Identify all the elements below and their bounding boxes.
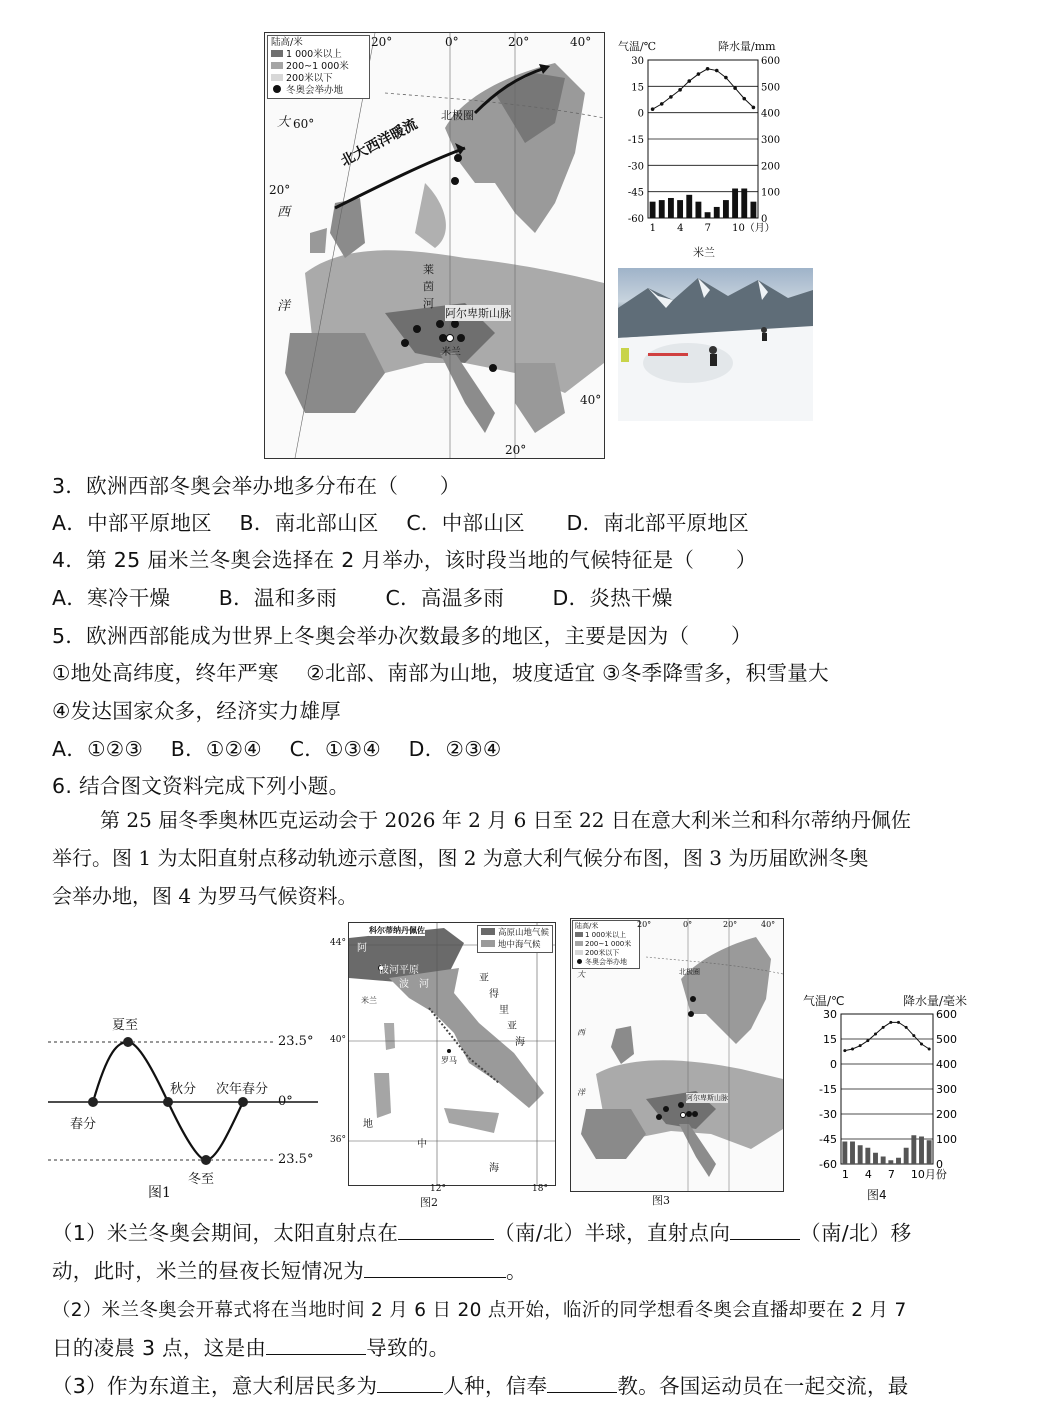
precip-bar [842,1142,847,1165]
temp-point [697,72,701,76]
river-label: 河 [419,979,429,990]
answer-blank-4[interactable] [266,1334,366,1355]
temp-point [912,1034,915,1037]
lat-label: 60° [293,117,315,131]
precip-axis-title: 降水量/毫米 [903,994,968,1008]
milan-climate-svg [618,52,788,264]
precip-bar [650,202,656,218]
arctic-label: 北极圈 [441,109,474,122]
temp-tick-label: -60 [627,214,644,225]
answer-blank-2[interactable] [730,1219,800,1240]
precip-bar [659,200,665,218]
temp-tick-label: -15 [627,135,644,146]
precip-bar [865,1148,870,1164]
question-6-para-1: 第 25 届冬季奥林匹克运动会于 2026 年 2 月 6 日至 22 日在意大利米兰和科尔蒂纳丹佩佐 [100,808,911,832]
answer-blank-3[interactable] [364,1257,506,1278]
precip-tick-label: 400 [761,108,781,120]
temp-point [889,1021,892,1024]
precip-bar [695,202,701,218]
temp-line [653,69,754,109]
mediterranean-label: 海 [489,1163,499,1174]
ocean-label: 洋 [577,1088,585,1097]
month-tick-label: 1 [649,223,656,234]
precip-bar [714,207,720,218]
lon-label: 20° [371,35,393,49]
lon-label: 0° [683,920,693,929]
question-5-options: A．①②③ B．①②④ C．①③④ D．②③④ [52,737,502,761]
legend-title: 陆高/米 [271,37,303,48]
temp-tick-label: -45 [819,1133,837,1146]
temp-tick-label: -15 [819,1083,837,1096]
lon-label: 40° [761,920,776,929]
fig2-legend [477,925,553,953]
lat-label: 20° [269,183,291,197]
answer-blank-1[interactable] [398,1219,494,1240]
alps-label: 阿尔卑斯山脉 [445,307,511,320]
temp-point [920,1043,923,1046]
chart-caption: 米兰 [693,246,715,259]
legend-item: 1 000米以上 [585,931,627,939]
precip-tick-label: 100 [761,187,781,199]
fig2-lat-label: 36° [330,1135,346,1145]
fig2-lon-label: 18° [532,1184,548,1194]
precip-bar [850,1142,855,1165]
temp-point [859,1044,862,1047]
precip-bar [888,1160,893,1164]
milan-label: 米兰 [361,996,377,1005]
lon-label: 20° [637,920,652,929]
lat-label: 23.5° [278,1152,314,1167]
temp-tick-label: 30 [823,1008,837,1021]
legend-item: 200~1 000米 [286,61,349,72]
temp-tick-label: 0 [637,108,644,120]
lon-label: 0° [445,35,459,49]
month-tick-label: 1 [841,1168,849,1181]
lat-label: 40° [580,393,602,407]
month-tick-label: 4 [864,1168,872,1181]
month-tick-label: 7 [704,223,711,234]
lat-label: 0° [278,1094,293,1109]
temp-point [669,95,673,99]
adriatic-label: 里 [499,1005,509,1016]
precip-tick-label: 500 [936,1033,957,1046]
precip-bar [858,1145,863,1164]
fig2-caption: 图2 [420,1196,438,1209]
precip-bar [873,1153,878,1164]
temp-axis-title: 气温/℃ [618,40,657,53]
adriatic-label: 海 [515,1037,525,1048]
lat-label: 23.5° [278,1034,314,1049]
ocean-label: 大 [577,970,585,979]
lon-label: 40° [570,35,592,49]
precip-bar [723,200,729,218]
autumn-equinox-label: 秋分 [170,1082,197,1097]
precip-bar [686,195,692,218]
fig2-italy-map [348,922,556,1186]
question-5-items-1: ①地处高纬度，终年严寒 ②北部、南部为山地，坡度适宜 ③冬季降雪多，积雪量大 [52,661,829,685]
temp-point [651,107,655,111]
temp-point [733,86,737,90]
question-4-options: A．寒冷干燥 B．温和多雨 C．高温多雨 D．炎热干燥 [52,586,673,610]
ocean-label: 大 [277,115,291,130]
temp-point [905,1026,908,1029]
legend-item: 200米以下 [286,73,333,84]
question-3: 3．欧洲西部冬奥会举办地多分布在（ ） [52,474,461,498]
temp-tick-label: -30 [627,161,644,173]
temp-point [660,102,664,106]
legend-item: 200米以下 [585,949,620,957]
question-3-options: A．中部平原地区 B．南北部山区 C．中部山区 D．南北部平原地区 [52,511,750,535]
answer-blank-6[interactable] [547,1372,617,1393]
fig3-legend [572,920,640,969]
precip-bar [904,1148,909,1164]
mediterranean-label: 地 [363,1119,373,1130]
fill-line-5: （3）作为东道主，意大利居民多为 人种，信奉 教。各国运动员在一起交流，最 [52,1374,909,1398]
precip-tick-label: 400 [936,1058,957,1071]
temp-point [928,1048,931,1051]
precip-bar [881,1157,886,1165]
adriatic-label: 亚 [479,973,489,984]
next-spring-equinox-label: 次年春分 [216,1082,269,1097]
ocean-label: 洋 [277,299,291,314]
fig4-caption: 图4 [867,1188,887,1202]
precip-axis-title: 降水量/mm [718,40,776,53]
lat-label: 20° [505,443,527,457]
fig4-svg [795,1006,970,1186]
precip-bar [732,189,738,218]
fig2-lon-label: 12° [430,1184,446,1194]
cortina-label: 科尔蒂纳丹佩佐 [369,925,425,935]
temp-point [866,1039,869,1042]
temp-point [742,97,746,101]
precip-tick-label: 300 [761,135,781,146]
spring-equinox-label: 春分 [70,1117,97,1132]
rhine-label: 莱 茵 河 [423,263,434,310]
fig1-sun-path [48,1010,328,1205]
fig3-caption: 图3 [652,1194,670,1207]
milan-climate-chart [618,38,788,263]
temp-point [851,1048,854,1051]
po-plain-label: 波河平原 [379,965,419,976]
question-6: 6. 结合图文资料完成下列小题。 [52,774,350,798]
temp-point [724,76,728,80]
precip-bar [705,212,711,218]
precip-tick-label: 0 [761,214,768,225]
legend-highland: 高原山地气候 [497,928,549,938]
temp-point [897,1021,900,1024]
month-tick-label: 7 [887,1168,895,1181]
fig2-lat-label: 40° [330,1035,346,1045]
question-6-para-2: 举行。图 1 为太阳直射点移动轨迹示意图，图 2 为意大利气候分布图，图 3 为历届欧洲冬奥 [52,846,869,870]
question-5: 5．欧洲西部能成为世界上冬奥会举办次数最多的地区，主要是因为（ ） [52,624,752,648]
temp-point [843,1049,846,1052]
lon-label: 20° [723,920,738,929]
skiing-photo [618,268,813,421]
precip-tick-label: 300 [936,1083,957,1096]
precip-bar [677,200,683,218]
alps-char-label: 阿 [357,943,367,954]
fig4-rome-climate-chart [795,992,970,1204]
map-legend [267,35,370,99]
month-tick-label: 4 [677,223,684,234]
precip-tick-label: 600 [936,1008,957,1021]
precip-bar [896,1158,901,1164]
precip-tick-label: 500 [761,82,781,94]
lon-label: 20° [508,35,530,49]
temp-line [845,1022,929,1050]
fig2-lat-label: 44° [330,938,346,948]
temp-tick-label: -45 [627,187,644,199]
precip-bar [750,202,756,218]
answer-blank-5[interactable] [377,1372,443,1393]
legend-item: 冬奥会举办地 [286,85,344,96]
alps-label: 阿尔卑斯山脉 [686,1094,728,1102]
precip-tick-label: 0 [936,1158,943,1171]
legend-item: 200~1 000米 [585,940,632,948]
temp-point [678,88,682,92]
skiing-scene [618,268,813,421]
ocean-label: 西 [277,205,291,220]
precip-bar [927,1140,932,1164]
precip-tick-label: 600 [761,56,781,67]
precip-tick-label: 200 [936,1108,957,1121]
legend-item: 1 000米以上 [286,49,342,60]
month-tick-label: 10（月） [732,223,775,234]
temp-point [706,67,710,71]
summer-solstice-label: 夏至 [112,1018,139,1033]
question-5-items-2: ④发达国家众多，经济实力雄厚 [52,699,342,723]
temp-tick-label: 15 [631,82,644,94]
rome-label: 罗马 [441,1056,457,1065]
po-label: 波 [399,979,409,990]
fig3-europe-map [570,918,784,1192]
europe-map [264,32,605,459]
fig1-caption: 图1 [148,1185,171,1201]
temp-point [715,69,719,73]
precip-tick-label: 100 [936,1133,957,1146]
precip-bar [741,189,747,218]
temp-tick-label: 15 [823,1033,837,1046]
temp-tick-label: -60 [819,1158,837,1171]
temp-tick-label: -30 [819,1108,837,1121]
temp-tick-label: 30 [631,56,644,67]
legend-mediterranean: 地中海气候 [497,940,541,950]
question-4: 4．第 25 届米兰冬奥会选择在 2 月举办，该时段当地的气候特征是（ ） [52,548,757,572]
question-6-para-3: 会举办地，图 4 为罗马气候资料。 [52,884,358,908]
precip-bar [919,1137,924,1165]
mediterranean-label: 中 [417,1139,427,1150]
adriatic-label: 亚 [507,1021,517,1032]
legend-title: 陆高/米 [575,922,599,930]
fill-line-3: （2）米兰冬奥会开幕式将在当地时间 2 月 6 日 20 点开始，临沂的同学想看冬奥会直播却要在 2 月 7 [52,1300,907,1321]
temp-point [687,79,691,83]
temp-tick-label: 0 [830,1058,837,1071]
precip-tick-label: 200 [761,161,781,173]
ocean-label: 西 [577,1028,585,1037]
temp-point [874,1033,877,1036]
adriatic-label: 得 [489,989,499,1000]
month-tick-label: 10月份 [910,1168,947,1181]
milan-label: 米兰 [441,347,461,358]
temp-point [882,1026,885,1029]
arctic-label: 北极圈 [679,968,700,976]
fill-line-2: 动，此时，米兰的昼夜长短情况为 。 [52,1259,527,1283]
temp-point [752,106,756,110]
current-label: 北大西洋暖流 [338,116,421,170]
precip-bar [668,198,674,218]
precip-bar [911,1135,916,1164]
fill-line-1: （1）米兰冬奥会期间，太阳直射点在 （南/北）半球，直射点向 （南/北）移 [52,1221,912,1245]
fill-line-4: 日的凌晨 3 点，这是由 导致的。 [52,1336,450,1360]
winter-solstice-label: 冬至 [188,1172,215,1187]
legend-item: 冬奥会举办地 [585,958,627,966]
temp-axis-title: 气温/℃ [803,994,845,1008]
